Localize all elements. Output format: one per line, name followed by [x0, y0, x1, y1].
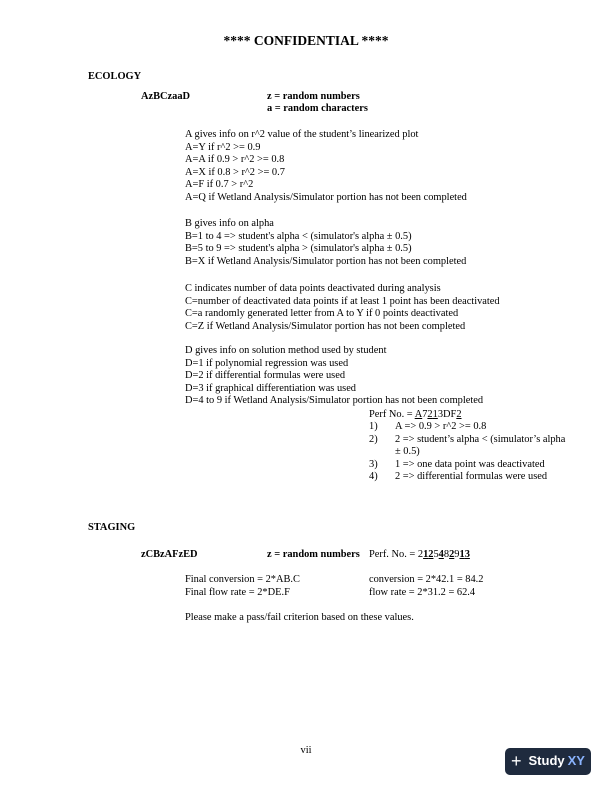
section-b — [185, 218, 466, 268]
perf-prefix: Perf. No. = — [369, 549, 418, 560]
section-b-line: B=X if Wetland Analysis/Simulator portion has not been completed — [185, 255, 467, 267]
list-item — [369, 421, 569, 434]
staging-heading: STAGING — [88, 522, 136, 533]
perf-digit: 8 — [443, 549, 450, 560]
perf-digit: 9 — [454, 549, 460, 560]
perf-digit: D — [443, 409, 451, 420]
list-item-text: 2 => student’s alpha < (simulator’s alpha ± 0.5) — [395, 433, 566, 457]
list-item-number: 4) — [369, 471, 378, 482]
section-c — [185, 283, 500, 333]
perf-digit: 7 — [422, 409, 428, 420]
section-d-line: D=1 if polynomial regression was used — [185, 357, 349, 369]
ecology-heading: ECOLOGY — [88, 71, 142, 82]
list-item-text: 2 => differential formulas were used — [395, 471, 548, 482]
section-a-line: A=A if 0.9 > r^2 >= 0.8 — [185, 154, 285, 165]
section-c-line: C=Z if Wetland Analysis/Simulator portion has not been completed — [185, 320, 466, 332]
list-item-number: 2) — [369, 433, 378, 445]
plus-icon: + — [511, 751, 522, 772]
perf-digit: F — [450, 409, 457, 420]
section-c-line: C=a randomly generated letter from A to Y if 0 points deactivated — [185, 308, 459, 319]
perf-digit: 2 — [417, 549, 424, 560]
section-d-line: D=4 to 9 if Wetland Analysis/Simulator portion has not been completed — [185, 395, 484, 406]
ecology-perf-number — [369, 409, 462, 422]
section-c-line: C=number of deactivated data points if at least 1 point has been deactivated — [185, 295, 500, 307]
section-d-line: D=2 if differential formulas were used — [185, 370, 346, 381]
staging-legend-z: z = random numbers — [267, 549, 360, 560]
section-a-line: A gives info on r^2 value of the student’s linearized plot — [185, 129, 419, 140]
section-a — [185, 129, 467, 204]
flow-rate-example: flow rate = 2*31.2 = 62.4 — [369, 587, 476, 598]
final-conversion: Final conversion = 2*AB.C — [185, 574, 300, 585]
section-d-line: D gives info on solution method used by student — [185, 345, 387, 356]
pass-fail-note: Please make a pass/fail criterion based on these values. — [185, 612, 414, 623]
section-c-line: C indicates number of data points deactivated during analysis — [185, 283, 441, 294]
perf-digit: A — [414, 409, 423, 420]
badge-accent: XY — [567, 753, 585, 769]
list-item-number: 3) — [369, 458, 378, 470]
list-item-number: 1) — [369, 421, 378, 432]
page-number: vii — [300, 745, 312, 756]
section-a-line: A=Q if Wetland Analysis/Simulator portion has not been completed — [185, 191, 467, 203]
perf-digit: 2 — [449, 549, 455, 560]
section-d — [185, 345, 483, 408]
section-a-line: A=F if 0.7 > r^2 — [185, 179, 254, 190]
section-d-line: D=3 if graphical differentiation was used — [185, 382, 356, 394]
conversion-example: conversion = 2*42.1 = 84.2 — [369, 574, 484, 585]
perf-digit: 1 — [432, 409, 438, 420]
section-a-line: A=Y if r^2 >= 0.9 — [185, 141, 261, 153]
perf-digit: 1 — [459, 549, 465, 560]
list-item — [369, 471, 569, 484]
list-item — [369, 459, 569, 472]
perf-digit: 2 — [427, 409, 433, 420]
final-flow-rate: Final flow rate = 2*DE.F — [185, 587, 290, 598]
perf-explanation-list — [369, 421, 569, 484]
perf-digit: 5 — [433, 549, 439, 560]
perf-digit: 3 — [437, 409, 444, 420]
section-a-line: A=X if 0.8 > r^2 >= 0.7 — [185, 166, 285, 178]
ecology-legend-z: z = random numbers — [267, 91, 360, 102]
section-b-line: B=5 to 9 => student's alpha > (simulator's alpha ± 0.5) — [185, 243, 412, 254]
ecology-legend-a: a = random characters — [267, 103, 368, 114]
badge-text: Study — [528, 753, 565, 769]
list-item-text: 1 => one data point was deactivated — [395, 458, 545, 470]
list-item-text: A => 0.9 > r^2 >= 0.8 — [395, 421, 487, 432]
ecology-code: AzBCzaaD — [141, 91, 191, 102]
list-item — [369, 434, 569, 459]
staging-code: zCBzAFzED — [141, 549, 198, 560]
perf-digit: 2 — [428, 549, 434, 560]
perf-digit: 2 — [456, 409, 462, 420]
staging-perf-number — [369, 549, 470, 562]
perf-digit: 4 — [438, 549, 444, 560]
section-b-line: B=1 to 4 => student's alpha < (simulator's alpha ± 0.5) — [185, 230, 412, 242]
perf-digit: 3 — [464, 549, 470, 560]
perf-prefix: Perf No. = — [369, 409, 415, 420]
studyxy-badge[interactable] — [505, 748, 591, 775]
perf-digit: 1 — [423, 549, 429, 560]
section-b-line: B gives info on alpha — [185, 218, 274, 229]
page-title: **** CONFIDENTIAL **** — [223, 33, 389, 48]
